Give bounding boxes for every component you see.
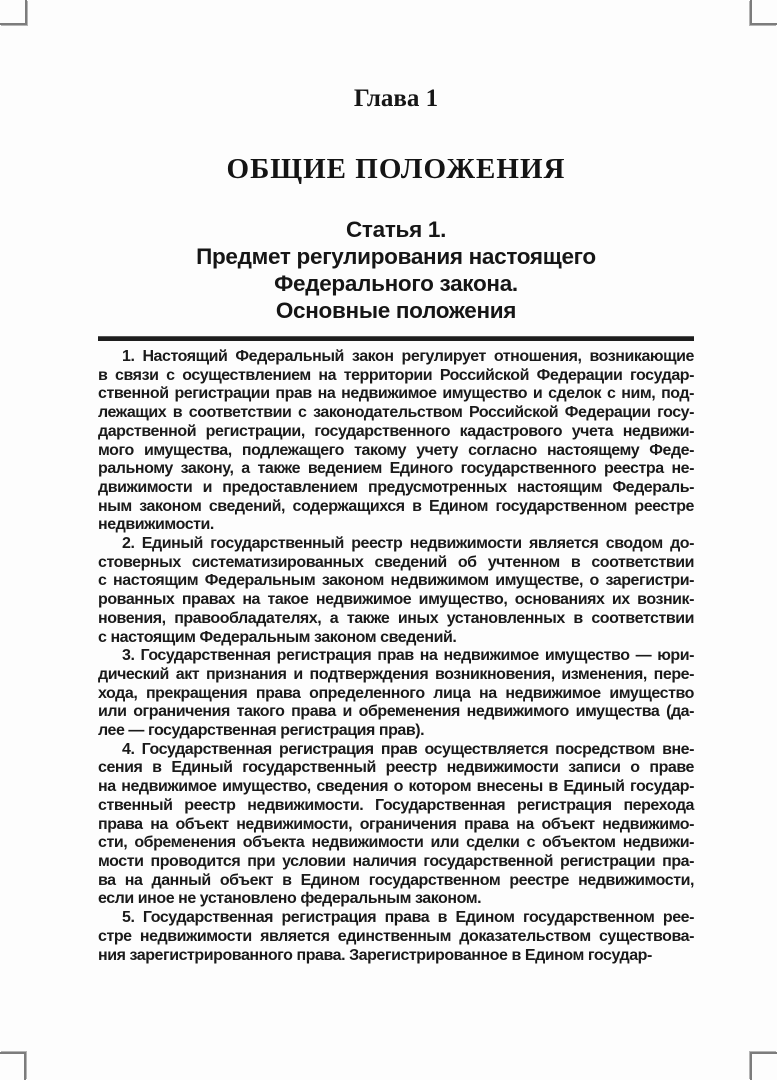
- article-heading-line: Предмет регулирования настоящего: [196, 244, 596, 269]
- text-line: мости проводится при условии наличия государственной регистрации пра-: [98, 852, 694, 870]
- text-line: ральному закону, а также ведением Единого государственного реестра не-: [98, 460, 694, 478]
- paragraph: [98, 348, 694, 535]
- text-line: права на объект недвижимости, ограничения права на объект недвижимо-: [98, 815, 694, 833]
- text-line: ственной регистрации прав на недвижимое имущество и сделок с ним, под-: [98, 385, 694, 403]
- text-line: если иное не установлено федеральным законом.: [98, 890, 482, 908]
- text-line: ва на данный объект в Едином государственном реестре недвижимости,: [98, 871, 694, 889]
- article-heading-line: Основные положения: [275, 298, 517, 323]
- text-line: стоверных систематизированных сведений об учтенном в соответствии: [98, 553, 694, 571]
- text-line: 4. Государственная регистрация прав осуществляется посредством вне-: [122, 740, 694, 758]
- text-line: на недвижимое имущество, сведения о котором внесены в Единый государ-: [98, 778, 694, 796]
- scan-corner-mark-top-right: [750, 0, 777, 25]
- scan-corner-mark-bottom-left: [0, 1052, 26, 1080]
- paragraph: [98, 741, 694, 909]
- text-line: движимости и предоставлением предусмотренных настоящим Федераль-: [98, 478, 694, 496]
- text-line: стре недвижимости является единственным доказательством существова-: [98, 927, 694, 945]
- text-line: ным законом сведений, содержащихся в Едином государственном реестре: [98, 497, 694, 515]
- text-line: с настоящим Федеральным законом сведений.: [98, 628, 457, 646]
- scan-corner-mark-top-left: [0, 0, 27, 25]
- article-heading-line: Статья 1.: [345, 217, 447, 242]
- article-heading: [98, 216, 694, 324]
- text-line: сения в Единый государственный реестр недвижимости записи о праве: [98, 759, 694, 777]
- text-line: 2. Единый государственный реестр недвижимости является сводом до-: [122, 535, 694, 553]
- text-line: дический акт признания и подтверждения возникновения, изменения, пере-: [98, 665, 694, 683]
- text-line: с настоящим Федеральным законом недвижимом имуществе, о зарегистри-: [98, 572, 694, 590]
- text-line: ния зарегистрированного права. Зарегистрированное в Едином государ-: [98, 946, 652, 964]
- text-column: [98, 0, 694, 965]
- paragraph: [98, 647, 694, 741]
- text-line: дарственной регистрации, государственного кадастрового учета недвижи-: [98, 422, 694, 440]
- text-line: лее — государственная регистрация прав).: [98, 722, 425, 740]
- scan-corner-mark-bottom-right: [750, 1052, 777, 1080]
- text-line: в связи с осуществлением на территории Российской Федерации государ-: [98, 366, 694, 384]
- text-line: мого имущества, подлежащего такому учету согласно настоящему Феде-: [98, 441, 694, 459]
- text-line: рованных правах на такое недвижимое имущество, основаниях их возник-: [98, 591, 694, 609]
- chapter-heading: Глава 1: [353, 85, 439, 112]
- text-line: или ограничения такого права и обременения недвижимого имущества (да-: [98, 703, 694, 721]
- text-line: хода, прекращения права определенного лица на недвижимое имущество: [98, 684, 694, 702]
- paragraph: [98, 535, 694, 647]
- heading-divider-rule: [98, 336, 694, 341]
- section-title: ОБЩИЕ ПОЛОЖЕНИЯ: [226, 153, 566, 185]
- text-line: ственный реестр недвижимости. Государственная регистрация перехода: [98, 796, 694, 814]
- text-line: 3. Государственная регистрация прав на недвижимое имущество — юри-: [122, 647, 694, 665]
- article-heading-line: Федерального закона.: [274, 271, 518, 296]
- text-line: 1. Настоящий Федеральный закон регулирует отношения, возникающие: [122, 348, 694, 365]
- text-line: лежащих в соответствии с законодательством Российской Федерации госу-: [98, 404, 694, 422]
- text-line: новения, правообладателях, а также иных установленных в соответствии: [98, 609, 694, 627]
- body-text: [98, 348, 694, 965]
- text-line: 5. Государственная регистрация права в Едином государственном рее-: [122, 909, 694, 927]
- paragraph: [98, 909, 694, 965]
- text-line: недвижимости.: [98, 516, 214, 534]
- text-line: сти, обременения объекта недвижимости или сделки с объектом недвижи-: [98, 834, 694, 852]
